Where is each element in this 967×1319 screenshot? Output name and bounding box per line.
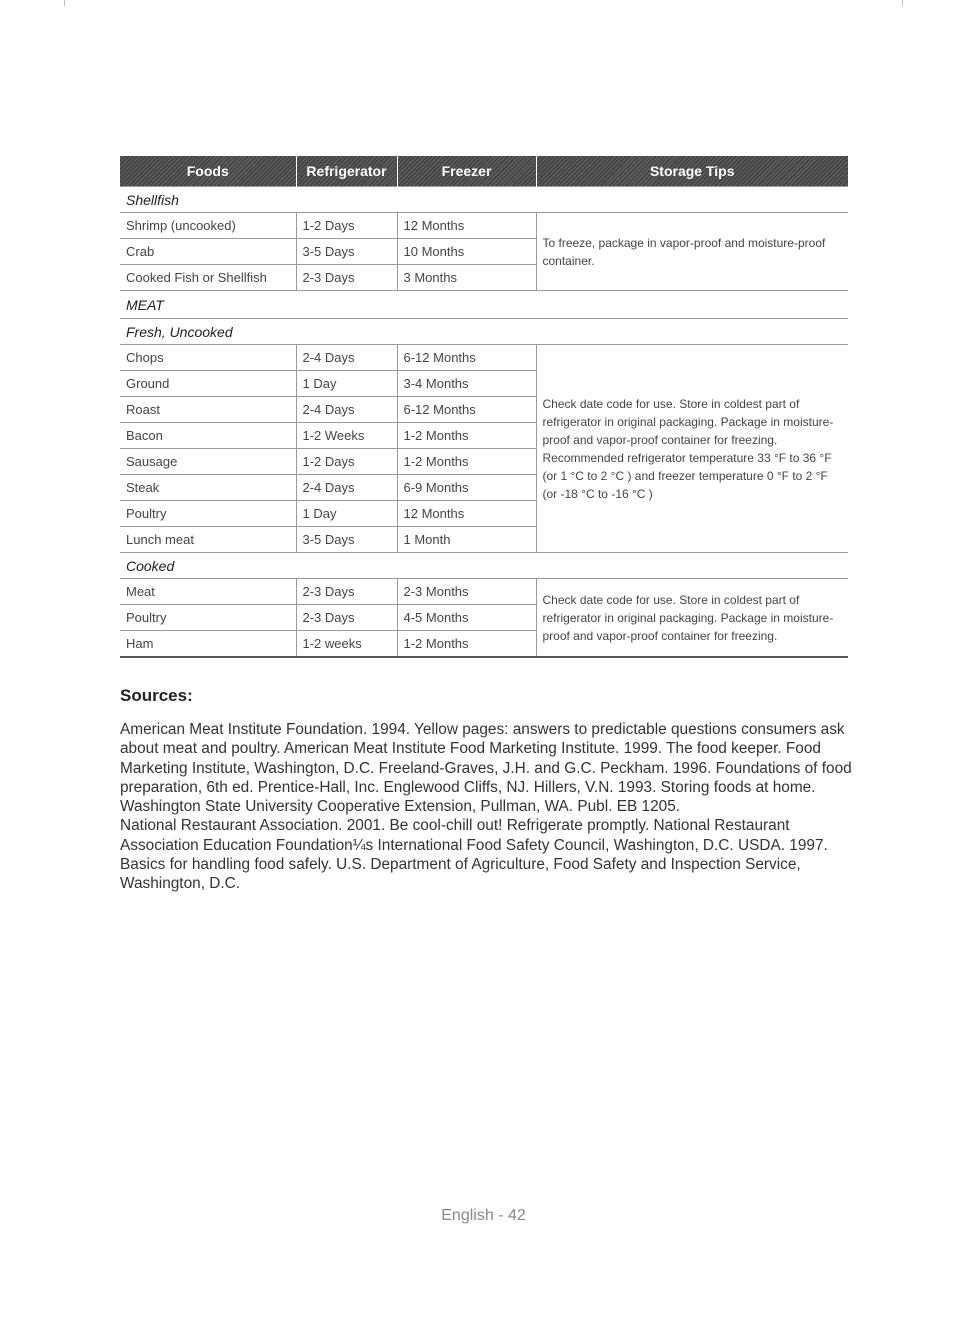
table-row — [120, 579, 848, 605]
sources-heading: Sources: — [120, 686, 193, 705]
food-storage-table — [120, 156, 848, 658]
section-row-fresh-uncooked — [120, 319, 848, 345]
section-label: Fresh, Uncooked — [120, 319, 848, 345]
food-cell: Ground — [120, 371, 296, 397]
freezer-cell: 1-2 Months — [397, 449, 536, 475]
storage-tip-cell: Check date code for use. Store in coldest part of refrigerator in original packaging. Package in moisture-proof and vapor-proof container for freezing. Recommended refrigerator temperature 33 °F to 36 °F (or 1 °C to 2 °C ) and freezer temperature 0 °F to 2 °F (or -18 °C to -16 °C ) — [536, 345, 848, 553]
food-cell: Ham — [120, 631, 296, 658]
refrigerator-cell: 2-3 Days — [296, 605, 397, 631]
refrigerator-cell: 2-4 Days — [296, 397, 397, 423]
page-number-footer: English - 42 — [441, 1207, 526, 1224]
refrigerator-cell: 2-4 Days — [296, 345, 397, 371]
refrigerator-cell: 2-3 Days — [296, 265, 397, 291]
refrigerator-cell: 1 Day — [296, 371, 397, 397]
refrigerator-cell: 2-3 Days — [296, 579, 397, 605]
sources-paragraph: American Meat Institute Foundation. 1994. Yellow pages: answers to predictable questions consumers ask about meat and poultry. American Meat Institute Food Marketing Institute. 1999. The food keeper. Food Marketing Institute, Washington, D.C. Freeland-Graves, J.H. and G.C. Peckham. 1996. Foundations of food preparation, 6th ed. Prentice-Hall, Inc. Englewood Cliffs, NJ. Hillers, V.N. 1993. Storing foods at home. Washington State University Cooperative Extension, Pullman, WA. Publ. EB 1205. — [120, 721, 852, 816]
section-row-shellfish — [120, 187, 848, 213]
section-label: Cooked — [120, 553, 848, 579]
refrigerator-cell: 3-5 Days — [296, 239, 397, 265]
section-label: MEAT — [120, 291, 848, 319]
table-header-row — [120, 156, 848, 187]
freezer-cell: 6-9 Months — [397, 475, 536, 501]
refrigerator-cell: 1-2 Days — [296, 449, 397, 475]
freezer-cell: 1 Month — [397, 527, 536, 553]
section-row-meat — [120, 291, 848, 319]
freezer-cell: 6-12 Months — [397, 397, 536, 423]
storage-tip-cell: Check date code for use. Store in coldest part of refrigerator in original packaging. Package in moisture-proof and vapor-proof container for freezing. — [536, 579, 848, 658]
food-cell: Cooked Fish or Shellfish — [120, 265, 296, 291]
refrigerator-cell: 1-2 Days — [296, 213, 397, 239]
refrigerator-cell: 2-4 Days — [296, 475, 397, 501]
crop-mark — [64, 0, 65, 6]
food-cell: Poultry — [120, 501, 296, 527]
header-refrigerator: Refrigerator — [296, 156, 397, 187]
food-cell: Lunch meat — [120, 527, 296, 553]
crop-mark — [902, 0, 903, 6]
header-freezer: Freezer — [397, 156, 536, 187]
freezer-cell: 2-3 Months — [397, 579, 536, 605]
food-cell: Steak — [120, 475, 296, 501]
table-row — [120, 213, 848, 239]
food-storage-table-container — [120, 156, 848, 658]
freezer-cell: 10 Months — [397, 239, 536, 265]
table-row — [120, 345, 848, 371]
refrigerator-cell: 1 Day — [296, 501, 397, 527]
freezer-cell: 3-4 Months — [397, 371, 536, 397]
food-cell: Crab — [120, 239, 296, 265]
food-cell: Meat — [120, 579, 296, 605]
storage-tip-cell: To freeze, package in vapor-proof and moisture-proof container. — [536, 213, 848, 291]
food-cell: Shrimp (uncooked) — [120, 213, 296, 239]
freezer-cell: 1-2 Months — [397, 631, 536, 658]
header-storage-tips: Storage Tips — [536, 156, 848, 187]
freezer-cell: 6-12 Months — [397, 345, 536, 371]
refrigerator-cell: 1-2 Weeks — [296, 423, 397, 449]
freezer-cell: 1-2 Months — [397, 423, 536, 449]
food-cell: Sausage — [120, 449, 296, 475]
freezer-cell: 12 Months — [397, 501, 536, 527]
section-label: Shellfish — [120, 187, 848, 213]
refrigerator-cell: 3-5 Days — [296, 527, 397, 553]
food-cell: Chops — [120, 345, 296, 371]
sources-body — [120, 720, 855, 894]
food-cell: Bacon — [120, 423, 296, 449]
refrigerator-cell: 1-2 weeks — [296, 631, 397, 658]
food-cell: Poultry — [120, 605, 296, 631]
food-cell: Roast — [120, 397, 296, 423]
freezer-cell: 12 Months — [397, 213, 536, 239]
sources-paragraph: National Restaurant Association. 2001. Be cool-chill out! Refrigerate promptly. National Restaurant Association Education Foundation¼s International Food Safety Council, Washington, D.C. USDA. 1997. Basics for handling food safely. U.S. Department of Agriculture, Food Safety and Inspection Service, Washington, D.C. — [120, 817, 828, 893]
header-foods: Foods — [120, 156, 296, 187]
freezer-cell: 3 Months — [397, 265, 536, 291]
section-row-cooked — [120, 553, 848, 579]
freezer-cell: 4-5 Months — [397, 605, 536, 631]
